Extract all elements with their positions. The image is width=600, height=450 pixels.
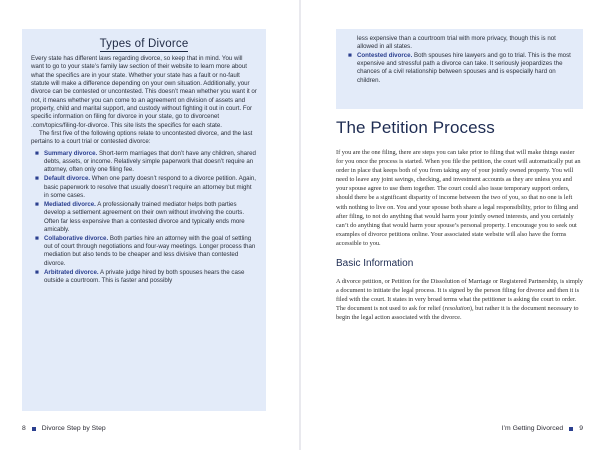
list-item: ■ Mediated divorce. A professionally trained mediator helps both parties develop a settlement agreement on their own without involving the courts. Often far less expensive than a contested divorce and typically ends more amicably. <box>35 200 245 233</box>
right-page-number: 9 <box>579 425 583 432</box>
types-of-divorce-sidebar <box>22 29 266 411</box>
chapter-title: I’m Getting Divorced <box>501 425 564 432</box>
sidebar-continuation: less expensive than a courtroom trial with more privacy, though this is not allowed in all states. <box>357 35 556 51</box>
sidebar-body <box>31 55 257 285</box>
list-item: ■ Contested divorce. Both spouses hire lawyers and go to trial. This is the most expensive and stressful path a divorce can take. It seriously jeopardizes the chances of a civil relationship between spouses and is especially hard on children. <box>348 51 571 84</box>
section-heading: The Petition Process <box>336 118 495 137</box>
list-item: ■ Collaborative divorce. Both parties hire an attorney with the goal of settling out of court through negotiations and four-way meetings. Longer process than mediation but also tends to be cheaper and less divisive than contested divorce. <box>35 234 256 267</box>
left-page-number: 8 <box>22 425 26 432</box>
book-title: Divorce Step by Step <box>41 425 106 432</box>
sidebar-lead: The first five of the following options relate to uncontested divorce, and the last pertains to a court trial or contested divorce: <box>31 130 253 146</box>
sidebar-intro: Every state has different laws regarding divorce, so keep that in mind. You will want to go to your state’s family law section of their website to learn more about what the specifics are in your state. Whether your state has a fault or no-fault statute will make a difference depending on your own situation. Additionally, your divorce can be contested or uncontested. This doesn’t mean whether you want it or not, it means whether you can come to an agreement on division of assets and property, child and marital support, and custody without fighting it out in court. For specific information on filing for divorce in your state, go to divorcenet .com/topics/filing-for-divorce. This site lists the specifics for each state. <box>31 55 257 129</box>
divorce-types-list <box>31 150 257 286</box>
list-item: ■ Summary divorce. Short-term marriages that don’t have any children, shared debts, assets, or income. Relatively simple paperwork that doesn’t require an attorney, often only one filing fee. <box>35 149 256 174</box>
right-page-content <box>336 118 583 323</box>
subsection-heading: Basic Information <box>336 258 414 270</box>
page-gutter <box>299 0 301 450</box>
basic-info-paragraph: A divorce petition, or Petition for the Dissolution of Marriage or Registered Partnership, is simply a document to initiate the legal process. It is signed by the person filing for divorce and then it is filed with the court. It states in very broad terms what the petitioner is asking the court to order. The document is not used to ask for relief (resolution), but rather it is the document necessary to begin the legal action associated with the divorce. <box>336 278 583 322</box>
left-page-footer <box>22 425 106 432</box>
types-of-divorce-sidebar-continued <box>336 29 583 109</box>
petition-paragraph: If you are the one filing, there are steps you can take prior to filing that will make things easier for you once the process is started. When you file the petition, the court will automatically put an order in place that keeps both of you from taking any of your jointly owned property. You will need to leave any joint savings, checking, and investment accounts as they are unless you and your spouse agree to use them together. The court could also issue temporary support orders, should there be a significant disparity of income between the two of you, so that no one is left with nothing to live on. You and your spouse both share a legal responsibility, prior to filing and after filing, to not do anything that would harm your jointly owned interests, and you certainly can’t do anything that would harm your spouse’s personal property. I encourage you to seek out examples of divorce petitions online. Your associated state website will also have the forms accessible to you. <box>336 149 581 247</box>
sidebar-continued-body <box>344 35 575 85</box>
list-item: ■ Default divorce. When one party doesn’t respond to a divorce petition. Again, basic paperwork to resolve that usually doesn’t require an attorney but might in some cases. <box>35 175 256 199</box>
footer-square-icon <box>569 427 573 431</box>
list-item: ■ Arbitrated divorce. A private judge hired by both spouses hears the case outside a courtroom. This is faster and possibly <box>35 268 245 284</box>
footer-square-icon <box>32 427 36 431</box>
divorce-types-list-continued <box>344 52 575 85</box>
right-page-footer <box>502 425 583 432</box>
sidebar-title: Types of Divorce <box>99 38 189 50</box>
